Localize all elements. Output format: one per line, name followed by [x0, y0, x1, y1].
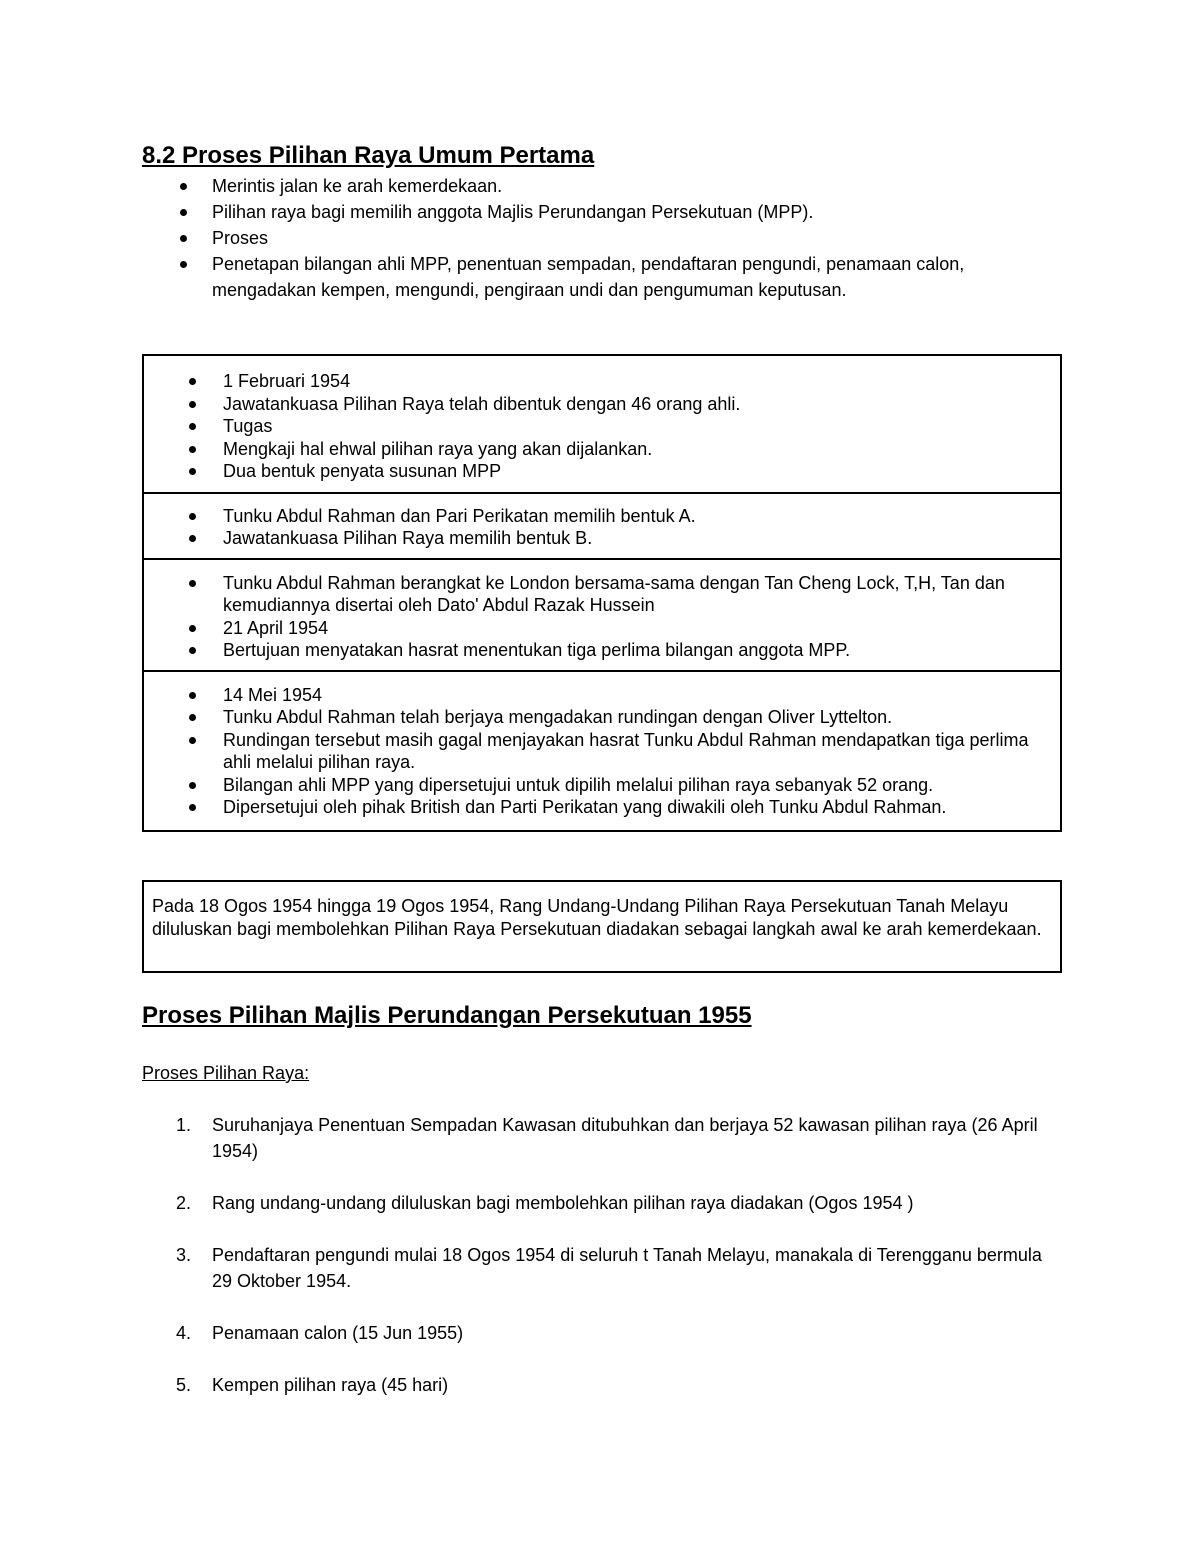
- table-row: [143, 355, 1061, 493]
- list-item: 1 Februari 1954: [144, 370, 1060, 393]
- list-item: Bertujuan menyatakan hasrat menentukan tiga perlima bilangan anggota MPP.: [144, 639, 1060, 662]
- bullet-icon: [189, 401, 196, 408]
- bullet-icon: [189, 378, 196, 385]
- section-title: Proses Pilihan Majlis Perundangan Persekutuan 1955: [142, 1002, 752, 1029]
- table-row: [143, 671, 1061, 831]
- bullet-icon: [189, 423, 196, 430]
- list-item: Tunku Abdul Rahman telah berjaya mengadakan rundingan dengan Oliver Lyttelton.: [144, 706, 1060, 729]
- cell-bullet-list: [144, 356, 1060, 492]
- cell-bullet-list: [144, 494, 1060, 558]
- list-item: Dipersetujui oleh pihak British dan Parti Perikatan yang diwakili oleh Tunku Abdul Rahman.: [144, 796, 1060, 819]
- cell-bullet-list: [144, 672, 1060, 830]
- table-cell: [143, 559, 1061, 671]
- bullet-icon: [180, 235, 187, 242]
- bullet-icon: [189, 714, 196, 721]
- subheading: Proses Pilihan Raya:: [142, 1063, 310, 1083]
- bullet-icon: [189, 446, 196, 453]
- list-item: Dua bentuk penyata susunan MPP: [144, 460, 1060, 483]
- list-item: Merintis jalan ke arah kemerdekaan.: [142, 173, 1062, 199]
- step-number: 4.: [176, 1323, 192, 1343]
- step-number: 2.: [176, 1193, 192, 1213]
- intro-bullet-list: [142, 173, 1062, 303]
- cell-bullet-list: [144, 560, 1060, 670]
- list-item: Tunku Abdul Rahman dan Pari Perikatan memilih bentuk A.: [144, 505, 1060, 528]
- table-cell: [143, 671, 1061, 831]
- bullet-icon: [189, 468, 196, 475]
- list-item: Tunku Abdul Rahman berangkat ke London bersama-sama dengan Tan Cheng Lock, T,H, Tan dan kemudiannya disertai oleh Dato' Abdul Razak Hussein: [144, 572, 1060, 617]
- bullet-icon: [189, 737, 196, 744]
- section-title: 8.2 Proses Pilihan Raya Umum Pertama: [142, 142, 595, 169]
- list-item: Jawatankuasa Pilihan Raya memilih bentuk B.: [144, 527, 1060, 550]
- table-row: [143, 559, 1061, 671]
- list-item: 14 Mei 1954: [144, 684, 1060, 707]
- list-item: Jawatankuasa Pilihan Raya telah dibentuk dengan 46 orang ahli.: [144, 393, 1060, 416]
- list-item: Bilangan ahli MPP yang dipersetujui untuk dipilih melalui pilihan raya sebanyak 52 orang.: [144, 774, 1060, 797]
- list-item: Tugas: [144, 415, 1060, 438]
- list-item: 1. Suruhanjaya Penentuan Sempadan Kawasan ditubuhkan dan berjaya 52 kawasan pilihan raya (26 April 1954): [142, 1112, 1062, 1164]
- process-steps-list: [142, 1112, 1062, 1424]
- bullet-icon: [180, 209, 187, 216]
- list-item: 5. Kempen pilihan raya (45 hari): [142, 1372, 1062, 1398]
- table-cell: [143, 493, 1061, 559]
- bullet-icon: [189, 513, 196, 520]
- bullet-icon: [180, 183, 187, 190]
- bullet-icon: [189, 625, 196, 632]
- bullet-icon: [189, 647, 196, 654]
- step-number: 3.: [176, 1245, 192, 1265]
- list-item: Mengkaji hal ehwal pilihan raya yang akan dijalankan.: [144, 438, 1060, 461]
- bullet-icon: [189, 580, 196, 587]
- bullet-icon: [189, 782, 196, 789]
- list-item: Penetapan bilangan ahli MPP, penentuan sempadan, pendaftaran pengundi, penamaan calon, mengadakan kempen, mengundi, pengiraan undi dan pengumuman keputusan.: [142, 251, 1062, 303]
- bullet-icon: [189, 692, 196, 699]
- bullet-icon: [189, 535, 196, 542]
- note-box: Pada 18 Ogos 1954 hingga 19 Ogos 1954, Rang Undang-Undang Pilihan Raya Persekutuan Tanah Melayu diluluskan bagi membolehkan Pilihan Raya Persekutuan diadakan sebagai langkah awal ke arah kemerdekaan.: [142, 880, 1062, 973]
- list-item: Pilihan raya bagi memilih anggota Majlis Perundangan Persekutuan (MPP).: [142, 199, 1062, 225]
- bullet-icon: [189, 804, 196, 811]
- table-cell: [143, 355, 1061, 493]
- timeline-table: [142, 354, 1062, 832]
- step-number: 5.: [176, 1375, 192, 1395]
- list-item: Proses: [142, 225, 1062, 251]
- list-item: 4. Penamaan calon (15 Jun 1955): [142, 1320, 1062, 1346]
- table-row: [143, 493, 1061, 559]
- bullet-icon: [180, 261, 187, 268]
- step-number: 1.: [176, 1115, 192, 1135]
- list-item: Rundingan tersebut masih gagal menjayakan hasrat Tunku Abdul Rahman mendapatkan tiga perlima ahli melalui pilihan raya.: [144, 729, 1060, 774]
- list-item: 3. Pendaftaran pengundi mulai 18 Ogos 1954 di seluruh t Tanah Melayu, manakala di Terengganu bermula 29 Oktober 1954.: [142, 1242, 1062, 1294]
- list-item: 21 April 1954: [144, 617, 1060, 640]
- list-item: 2. Rang undang-undang diluluskan bagi membolehkan pilihan raya diadakan (Ogos 1954 ): [142, 1190, 1062, 1216]
